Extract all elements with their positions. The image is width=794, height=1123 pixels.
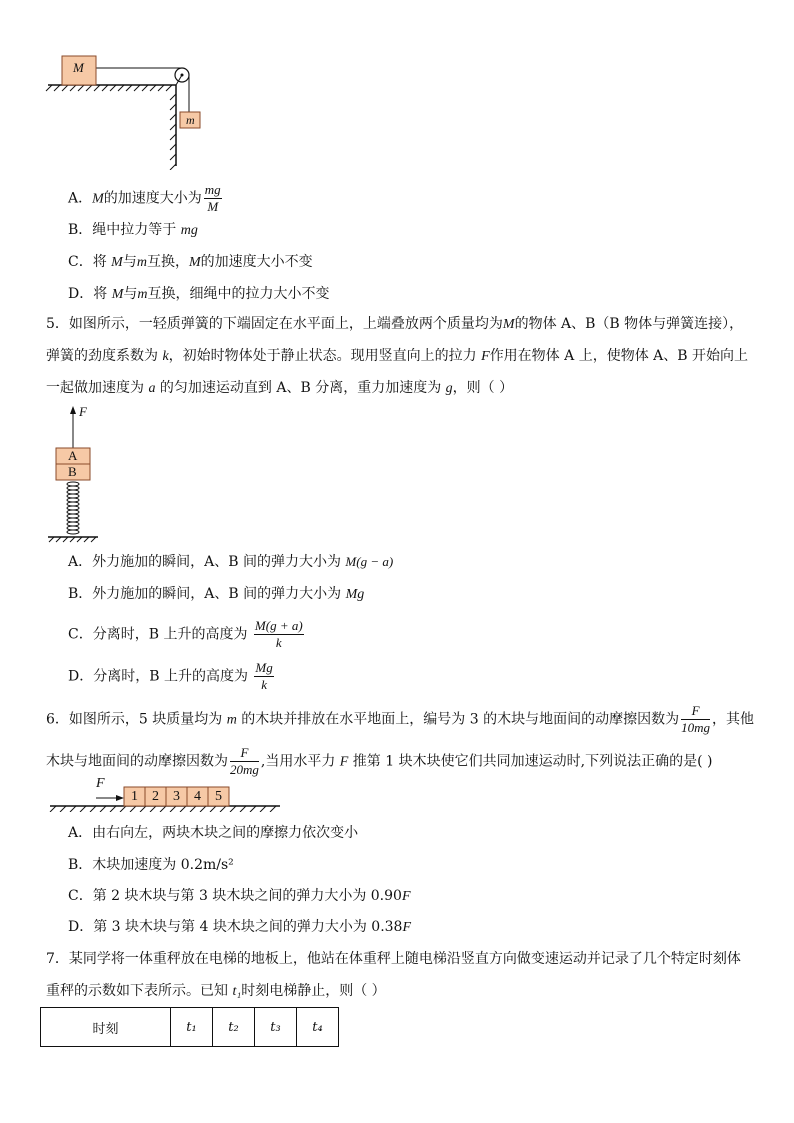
push-force-F-label: F [96, 776, 105, 791]
block-3-label: 3 [173, 789, 180, 804]
q5-option-a [68, 552, 393, 572]
spring-figure [46, 404, 116, 544]
var: k [162, 349, 169, 364]
var: M [111, 255, 123, 270]
q5-stem-line3 [46, 378, 513, 399]
var: mg [180, 223, 198, 238]
block-1-label: 1 [131, 789, 138, 804]
var: M [188, 255, 201, 270]
text: 弹簧的劲度系数为 [46, 348, 163, 364]
option-text: A．由右向左，两块木块之间的摩擦力依次变小 [68, 825, 359, 841]
var: F [339, 754, 349, 770]
option-text: B．木块加速度为 0.2m/s² [68, 857, 234, 873]
denominator: k [275, 635, 282, 650]
var: m [136, 255, 147, 270]
option-text: A．外力施加的瞬间，A、B 间的弹力大小为 [68, 554, 346, 570]
option-text: D．分离时，B 上升的高度为 [68, 668, 253, 685]
text: ，初始时物体处于静止状态。现用竖直向上的拉力 [168, 348, 482, 364]
q5-option-c [68, 618, 306, 651]
q4-option-d [68, 284, 329, 305]
var: a [148, 381, 156, 396]
q6-option-c [68, 886, 411, 907]
text: ，则（ ） [452, 380, 514, 396]
text: 与 [123, 286, 138, 302]
q5-stem-line2 [46, 346, 748, 367]
block-5-label: 5 [215, 789, 222, 804]
fraction [254, 660, 273, 693]
numerator: M(g + a) [254, 618, 303, 633]
text: 6．如图所示，5 块质量均为 [46, 711, 227, 728]
block-B-label: B [68, 464, 77, 479]
block-m-label: m [186, 113, 195, 127]
q6-option-b [68, 855, 234, 875]
text: 一起做加速度为 [46, 380, 149, 396]
text: 7．某同学将一体重秤放在电梯的地板上，他站在体重秤上随电梯沿竖直方向做变速运动并记录了几个特定时刻体 [46, 951, 741, 967]
text: 时刻电梯静止，则（ ） [241, 983, 386, 999]
var: F [481, 349, 490, 364]
var: F [402, 920, 412, 935]
text: 重秤的示数如下表所示。已知 [46, 983, 233, 999]
fraction [254, 618, 304, 651]
block-M-label: M [73, 60, 84, 75]
denominator: k [261, 677, 267, 692]
table-cell: t₃ [255, 1008, 297, 1047]
text: ，其他 [712, 711, 754, 728]
text: 的加速度大小不变 [200, 254, 313, 270]
block-4-label: 4 [194, 789, 201, 804]
option-label: C．将 [68, 254, 112, 270]
var: M [111, 287, 124, 302]
text: 推第 1 块木块使它们共同加速运动时,下列说法正确的是( ) [348, 753, 713, 770]
q5-stem-line1 [46, 314, 743, 335]
var: M [502, 317, 515, 332]
q7-stem-line2 [46, 981, 386, 1002]
text: 的木块并排放在水平地面上，编号为 3 的木块与地面间的动摩擦因数为 [236, 711, 680, 728]
fraction [230, 745, 259, 778]
text: 的匀加速运动直到 A、B 分离，重力加速度为 [155, 380, 446, 396]
option-text: 的加速度大小为 [103, 190, 202, 207]
table-row [41, 1008, 339, 1047]
var: M [92, 191, 104, 207]
q4-option-c [68, 252, 313, 273]
var: t₁ [232, 984, 242, 999]
text: 互换， [146, 254, 189, 270]
option-text: C．第 2 块木块与第 3 块木块之间的弹力大小为 0.90 [68, 888, 402, 904]
numerator: Mg [255, 660, 273, 675]
var: m [226, 712, 237, 728]
q5-option-d [68, 660, 276, 693]
fraction [204, 182, 222, 215]
option-text: D．第 3 块木块与第 4 块木块之间的弹力大小为 0.38 [68, 919, 403, 935]
block-2-label: 2 [152, 789, 159, 804]
table-header-cell: 时刻 [41, 1008, 171, 1047]
option-label: A． [68, 190, 93, 207]
text: ,当用水平力 [260, 753, 340, 770]
text: 作用在物体 A 上，使物体 A、B 开始向上 [489, 348, 748, 364]
denominator: 10mg [681, 720, 710, 735]
option-text: C．分离时，B 上升的高度为 [68, 626, 252, 643]
text: 5．如图所示，一轻质弹簧的下端固定在水平面上，上端叠放两个质量均为 [46, 316, 503, 332]
text: 的物体 A、B（B 物体与弹簧连接）， [514, 316, 744, 332]
table-cell: t₂ [213, 1008, 255, 1047]
table-cell: t₁ [171, 1008, 213, 1047]
text: 互换，细绳中的拉力大小不变 [147, 286, 330, 302]
q4-option-b [68, 220, 198, 241]
numerator: F [691, 703, 700, 718]
numerator: F [240, 745, 249, 760]
fraction [681, 703, 710, 736]
q5-option-b [68, 584, 364, 605]
q6-stem-line2 [46, 745, 712, 778]
text: 木块与地面间的动摩擦因数为 [46, 753, 228, 770]
block-A-label: A [68, 448, 78, 463]
table-cell: t₄ [297, 1008, 339, 1047]
option-label: D．将 [68, 286, 112, 302]
option-text: B．外力施加的瞬间，A、B 间的弹力大小为 [68, 586, 346, 602]
expr: M(g − a) [345, 554, 394, 569]
numerator: mg [204, 182, 221, 197]
q6-option-a [68, 823, 358, 843]
option-text: B．绳中拉力等于 [68, 222, 181, 238]
var: F [401, 889, 411, 904]
q7-table [40, 1007, 339, 1047]
denominator: 20mg [230, 762, 259, 777]
pulley-figure [44, 50, 214, 170]
denominator: M [207, 199, 219, 214]
var: m [137, 287, 148, 302]
text: 与 [122, 254, 137, 270]
expr: Mg [345, 587, 365, 602]
q4-option-a [68, 182, 224, 215]
q7-stem-line1 [46, 949, 741, 969]
force-F-label: F [79, 404, 87, 419]
var: g [445, 381, 453, 396]
q6-stem-line1 [46, 703, 754, 736]
q6-option-d [68, 917, 411, 938]
